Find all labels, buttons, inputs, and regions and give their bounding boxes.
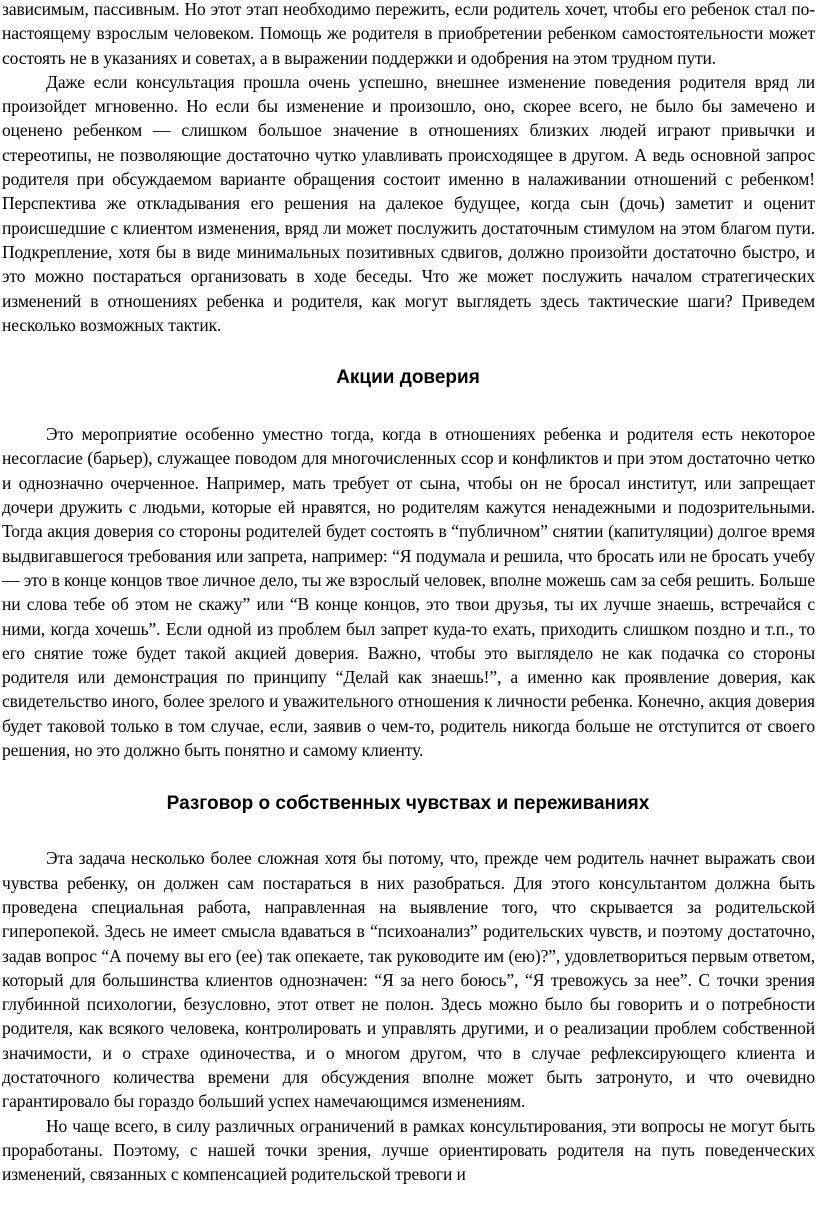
section-heading-feelings-talk: Разговор о собственных чувствах и переживаниях <box>166 793 650 815</box>
paragraph-behavioral-changes: Но чаще всего, в силу различных ограничений в рамках консультирования, эти вопросы не могут быть проработаны. Поэтому, с нашей точки зрения, лучше ориентировать родителя на путь поведенческих изменений, связанных с компенсацией родительской тревоги и <box>2 1115 815 1185</box>
paragraph-feelings-task: Эта задача несколько более сложная хотя бы потому, что, прежде чем родитель начнет выражать свои чувства ребенку, он должен сам постараться в них разобраться. Для этого консультантом должна быть проведена специальная работа, направленная на выявление того, что скрывается за родительской гиперопекой. Здесь не имеет смысла вдаваться в “психоанализ” родительских чувств, и поэтому достаточно, задав вопрос “А почему вы его (ее) так опекаете, так руководите им (ею)?”, удовлетвориться первым ответом, который для большинства клиентов однозначен: “Я за него боюсь”, “Я тревожусь за нее”. С точки зрения глубинной психологии, безусловно, этот ответ не полон. Здесь можно было бы говорить и о потребности родителя, как всякого человека, контролировать и управлять другими, и о реализации проблем собственной значимости, и о страхе одиночества, и о многом другом, что в случае рефлексирующего клиента и достаточного количества времени для обсуждения вполне может быть затронуто, и что очевидно гарантировало бы гораздо больший успех намечающимся изменениям. <box>2 848 815 1112</box>
section-heading-trust-actions: Акции доверия <box>336 367 480 389</box>
paragraph-trust-actions: Это мероприятие особенно уместно тогда, когда в отношениях ребенка и родителя есть некоторое несогласие (барьер), служащее поводом для многочисленных ссор и конфликтов и при этом достаточно четко и однозначно очерченное. Например, мать требует от сына, чтобы он не бросал институт, или запрещает дочери дружить с людьми, которые ей нравятся, но родителям кажутся ненадежными и подозрительными. Тогда акция доверия со стороны родителей будет состоять в “публичном” снятии (капитуляции) долгое время выдвигавшегося требования или запрета, например: “Я подумала и решила, что бросать или не бросать учебу — это в конце концов твое личное дело, ты же взрослый человек, вполне можешь сам за себя решить. Больше ни слова тебе об этом не скажу” или “В конце концов, это твои друзья, ты их лучше знаешь, встречайся с ними, когда хочешь”. Если одной из проблем был запрет куда-то ехать, приходить слишком поздно и т.п., то его снятие тоже будет такой акцией доверия. Важно, чтобы это выглядело не как подачка со стороны родителя или демонстрация по принципу “Делай как знаешь!”, а именно как проявление доверия, как свидетельство иного, более зрелого и уважительного отношения к личности ребенка. Конечно, акция доверия будет таковой только в том случае, если, заявив о чем-то, родитель никогда больше не отступится от своего решения, но это должно быть понятно и самому клиенту. <box>2 424 815 761</box>
paragraph-intro-continuation: зависимым, пассивным. Но этот этап необходимо пережить, если родитель хочет, чтобы его ребенок стал по-настоящему взрослым человеком. Помощь же родителя в приобретении ребенком самостоятельности может состоять не в указаниях и советах, а в выражении поддержки и одобрения на этом трудном пути. <box>2 0 815 68</box>
paragraph-consultation-effect: Даже если консультация прошла очень успешно, внешнее изменение поведения родителя вряд ли произойдет мгновенно. Но если бы изменение и произошло, оно, скорее всего, не было бы замечено и оценено ребенком — слишком большое значение в отношениях близких людей играют привычки и стереотипы, не позволяющие достаточно чутко улавливать происходящее в другом. А ведь основной запрос родителя при обсуждаемом варианте обращения состоит именно в налаживании отношений с ребенком! Перспектива же откладывания его решения на далекое будущее, когда сын (дочь) заметит и оценит происшедшие с клиентом изменения, вряд ли может послужить достаточным стимулом на этом благом пути. Подкрепление, хотя бы в виде минимальных позитивных сдвигов, должно произойти достаточно быстро, и это можно постараться организовать в ходе беседы. Что же может послужить началом стратегических изменений в отношениях ребенка и родителя, как могут выглядеть здесь тактические шаги? Приведем несколько возможных тактик. <box>2 71 815 335</box>
